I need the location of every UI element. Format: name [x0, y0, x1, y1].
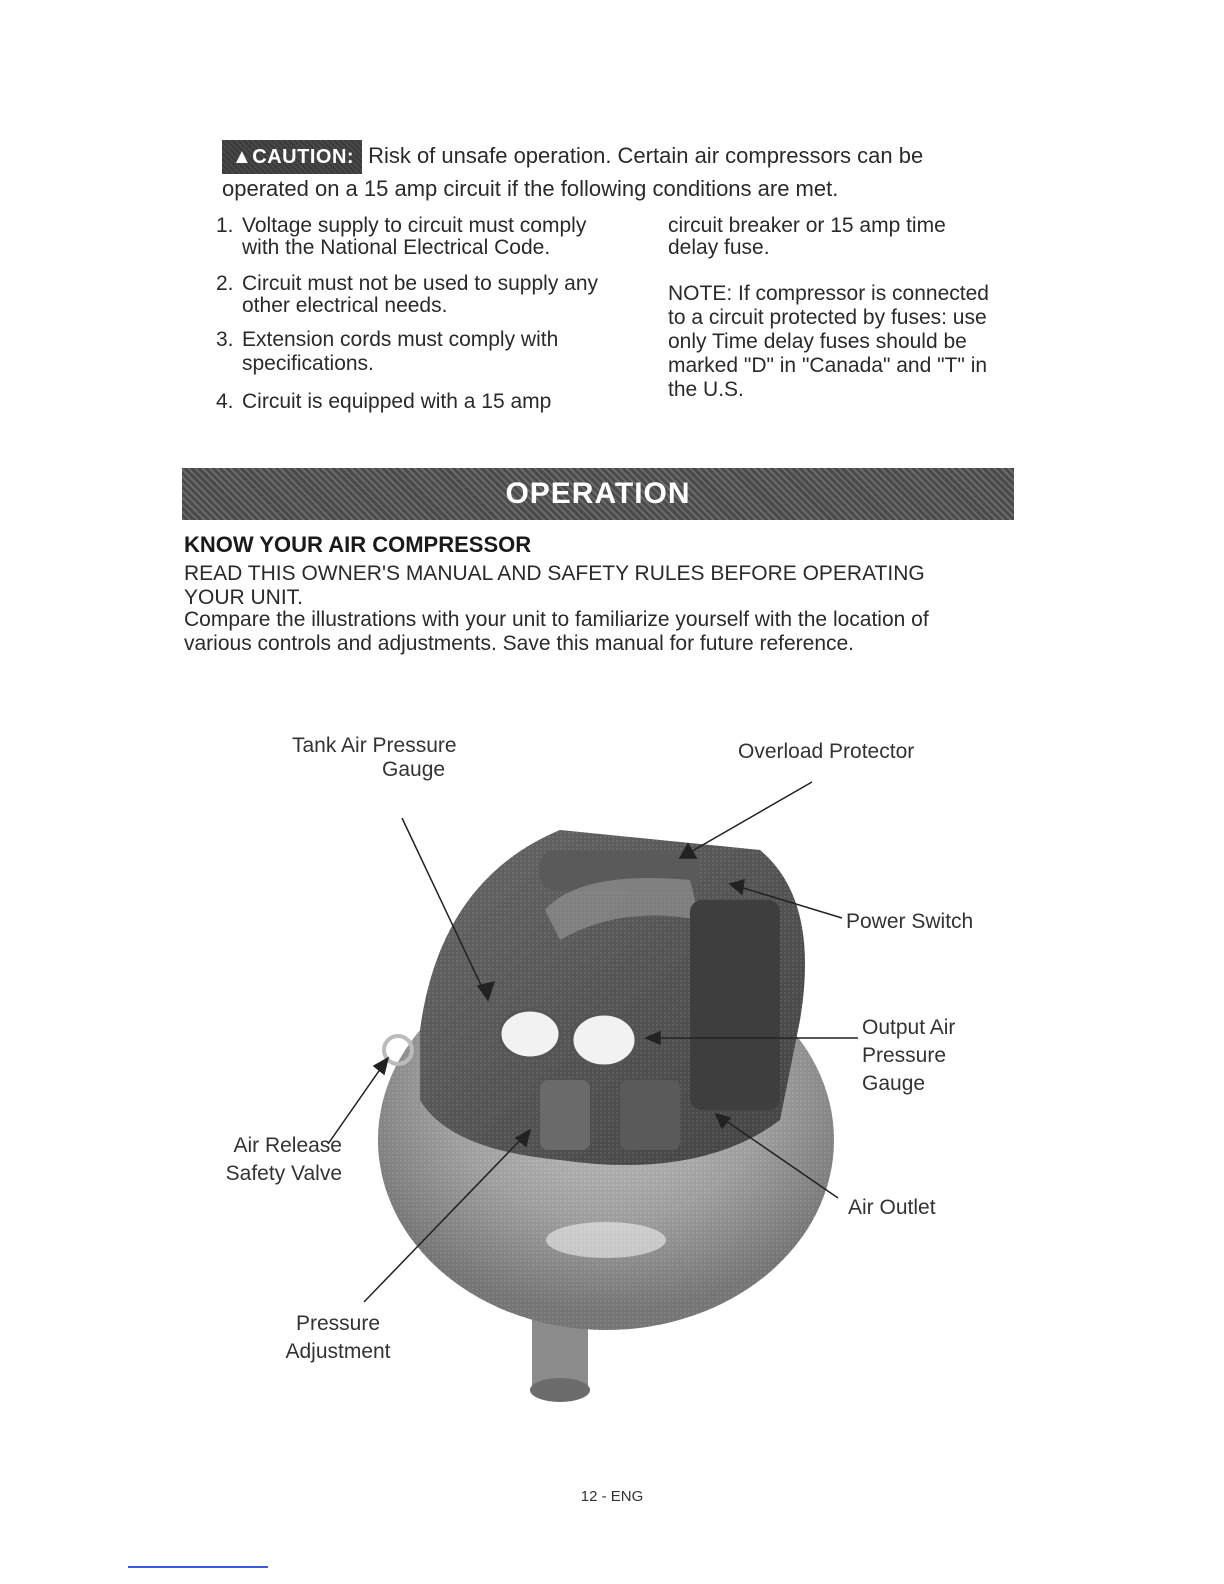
list-text: specifications. — [242, 352, 374, 375]
intro-text: READ THIS OWNER'S MANUAL AND SAFETY RULES BEFORE OPERATING — [184, 562, 925, 585]
note-text: only Time delay fuses should be — [668, 330, 967, 353]
label-text: Gauge — [382, 758, 446, 781]
tank-gauge-face — [500, 1010, 560, 1058]
list-text: Extension cords must comply with — [242, 328, 559, 351]
note-text: NOTE: If compressor is connected — [668, 282, 989, 305]
label-text: Pressure — [295, 1312, 381, 1335]
compressor-foot — [530, 1320, 590, 1402]
section-heading: KNOW YOUR AIR COMPRESSOR — [184, 532, 532, 557]
output-gauge-face — [572, 1014, 636, 1066]
body-text: Compare the illustrations with your unit to familiarize yourself with the location of — [184, 608, 929, 631]
list-number: 1. — [216, 214, 234, 237]
label-overload: Overload Protector — [738, 740, 915, 763]
list-number: 2. — [216, 272, 234, 295]
caution-badge: ▲CAUTION: — [222, 140, 362, 174]
compressor-motor — [420, 830, 805, 1165]
note-text: the U.S. — [668, 378, 744, 401]
label-text: Tank Air Pressure — [292, 734, 457, 757]
list-number: 3. — [216, 328, 234, 351]
page-number: 12 - ENG — [580, 1488, 644, 1505]
label-tank-gauge — [292, 732, 492, 784]
label-text: Safety Valve — [225, 1162, 342, 1185]
list-number: 4. — [216, 390, 234, 413]
label-text: Gauge — [862, 1072, 926, 1095]
label-text: Adjustment — [285, 1340, 391, 1363]
operation-banner: OPERATION — [182, 468, 1014, 520]
label-text: Air Release — [233, 1134, 342, 1157]
body-text: various controls and adjustments. Save this manual for future reference. — [184, 632, 855, 655]
label-text: Output Air — [862, 1016, 956, 1039]
note-text: marked "D" in "Canada" and "T" in — [668, 354, 988, 377]
list-text: Circuit must not be used to supply any — [242, 272, 599, 295]
compressor-illustration — [0, 700, 1224, 1420]
label-safety-valve — [208, 1132, 342, 1188]
intro-text: YOUR UNIT. — [184, 586, 304, 609]
label-text: Pressure — [862, 1044, 947, 1067]
note-text: to a circuit protected by fuses: use — [668, 306, 987, 329]
label-air-outlet: Air Outlet — [848, 1196, 936, 1219]
continuation-text: delay fuse. — [668, 236, 770, 259]
list-text: with the National Electrical Code. — [242, 236, 551, 259]
caution-line — [222, 140, 923, 174]
label-output-gauge — [862, 1014, 955, 1098]
list-text: Circuit is equipped with a 15 amp — [242, 390, 552, 413]
link-underline — [128, 1566, 268, 1568]
caution-text-2: operated on a 15 amp circuit if the following conditions are met. — [222, 176, 839, 201]
continuation-text: circuit breaker or 15 amp time — [668, 214, 946, 237]
list-text: Voltage supply to circuit must comply — [242, 214, 587, 237]
caution-text-1: Risk of unsafe operation. Certain air compressors can be — [368, 143, 924, 168]
label-pressure-adjustment — [278, 1310, 398, 1366]
label-power-switch: Power Switch — [846, 910, 974, 933]
right-column — [668, 214, 1048, 402]
list-text: other electrical needs. — [242, 294, 448, 317]
